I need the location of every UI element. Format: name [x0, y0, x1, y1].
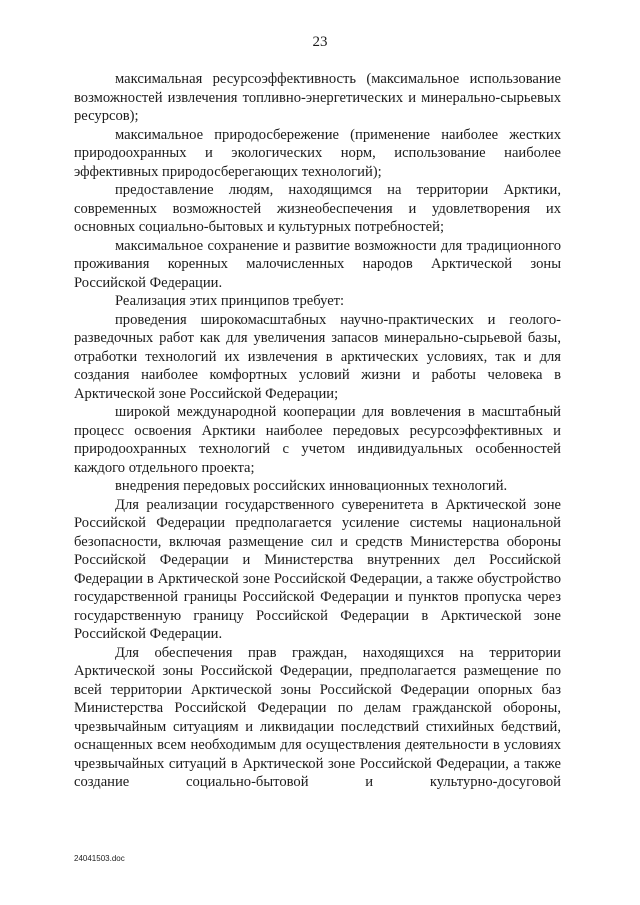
- page-number: 23: [312, 34, 328, 50]
- paragraph-innovation: внедрения передовых российских инновационных технологий.: [115, 478, 508, 494]
- document-body: [74, 70, 561, 792]
- paragraph-international-cooperation: широкой международной кооперации для вовлечения в масштабный процесс освоения Арктики наиболее передовых ресурсоэффективных и природоохранных технологий с учетом индивидуальных особенностей каждого отдельного проекта;: [74, 404, 561, 476]
- paragraph-indigenous-peoples: максимальное сохранение и развитие возможности для традиционного проживания коренных малочисленных народов Арктической зоны Российской Федерации.: [74, 237, 561, 291]
- paragraph-sovereignty: Для реализации государственного суверенитета в Арктической зоне Российской Федерации предполагается усиление системы национальной безопасности, включая размещение сил и средств Министерства обороны Российской Федерации и Министерства внутренних дел Российской Федерации в Арктической зоне Российской Федерации, а также обустройство государственной границы Российской Федерации и пунктов пропуска через государственную границу Российской Федерации в Арктической зоне Российской Федерации.: [74, 496, 561, 642]
- paragraph-principles-intro: Реализация этих принципов требует:: [115, 293, 345, 309]
- paragraph-resource-efficiency: максимальная ресурсоэффективность (максимальное использование возможностей извлечения топливно-энергетических и минерально-сырьевых ресурсов);: [74, 71, 561, 124]
- paragraph-citizens-rights: Для обеспечения прав граждан, находящихся на территории Арктической зоны Российской Федерации, предполагается размещение по всей территории Арктической зоны Российской Федерации опорных баз Министерства Российской Федерации по делам гражданской обороны, чрезвычайным ситуациям и ликвидации последствий стихийных бедствий, оснащенных всем необходимым для осуществления деятельности в условиях чрезвычайных ситуаций в Арктической зоне Российской Федерации, а также создание социально-бытовой и культурно-досуговой: [74, 644, 561, 790]
- paragraph-exploration-works: проведения широкомасштабных научно-практических и геолого-разведочных работ как для увеличения запасов минерально-сырьевой базы, отработки технологий их извлечения в арктических условиях, так и для создания наиболее комфортных условий жизни и работы человека в Арктической зоне Российской Федерации;: [74, 311, 561, 402]
- paragraph-life-support: предоставление людям, находящимся на территории Арктики, современных возможностей жизнеобеспечения и удовлетворения их основных социально-бытовых и культурных потребностей;: [74, 182, 561, 235]
- footer-filename: 24041503.doc: [74, 854, 125, 863]
- paragraph-nature-conservation: максимальное природосбережение (применение наиболее жестких природоохранных и экологических норм, использование наиболее эффективных природосберегающих технологий);: [74, 126, 561, 180]
